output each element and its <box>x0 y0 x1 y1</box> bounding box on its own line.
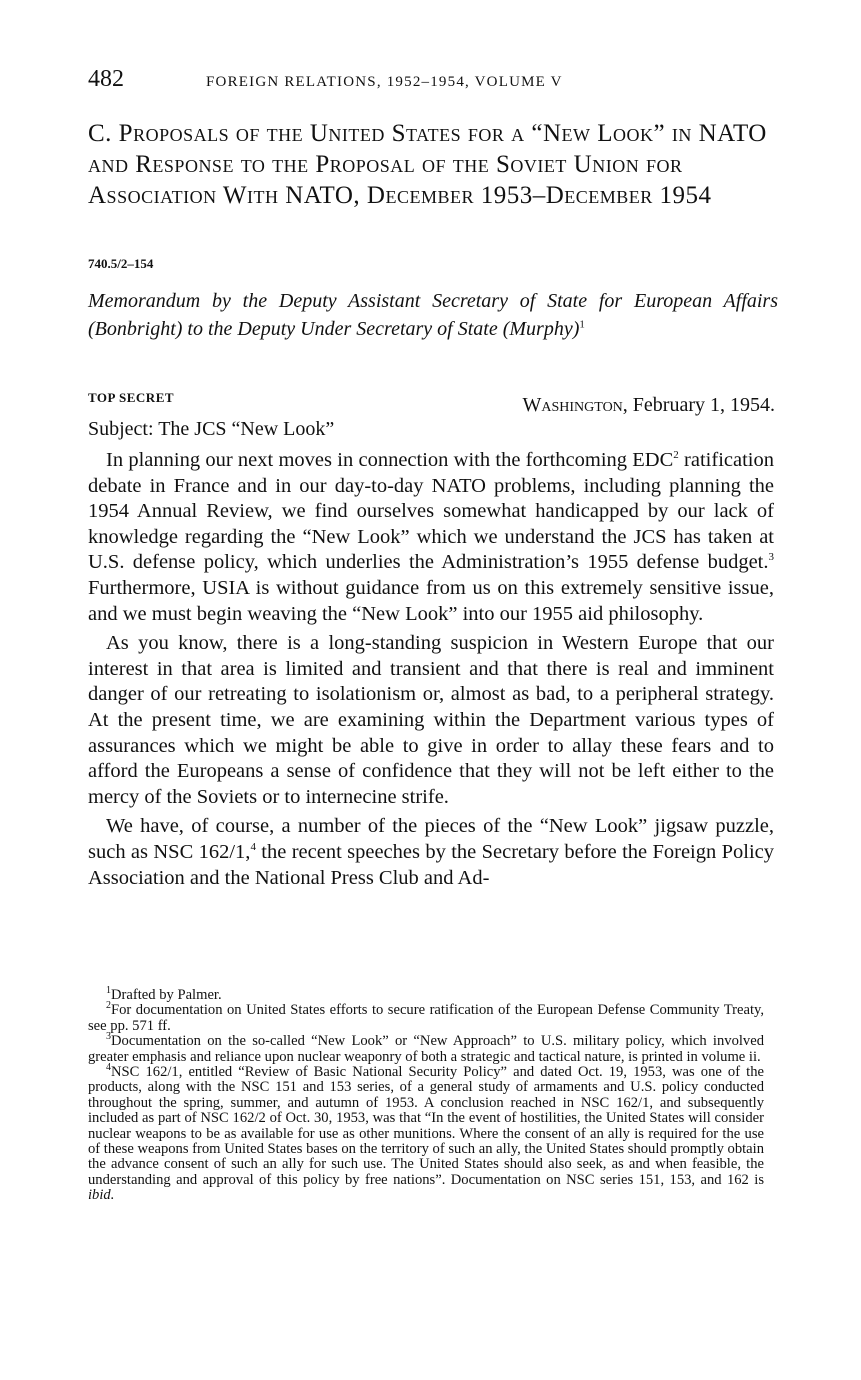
body-paragraph: As you know, there is a long-standing suspicion in Western Europe that our interest in that area is limited and transient and that there is real and imminent danger of our retreating to isolationism or, almost as bad, to a peripheral strategy. At the present time, we are examining within the Department various types of assurances which we might be able to give in order to allay these fears and to afford the Europeans a sense of confidence that they will not be left either to the mercy of the Soviets or to internecine strife. <box>88 632 774 808</box>
heading-footnote-marker: 1 <box>579 318 585 331</box>
body-paragraph <box>88 448 774 627</box>
body-paragraph <box>88 814 774 891</box>
document-heading <box>88 287 778 343</box>
dateline <box>523 394 776 417</box>
footnote-marker: 1 <box>106 985 111 997</box>
footnote <box>88 1000 764 1034</box>
footnotes <box>88 985 764 1204</box>
footnote-marker: 3 <box>106 1031 111 1043</box>
subject-line <box>88 418 334 441</box>
dateline-place: Washington, <box>522 394 628 416</box>
footnote-ref-3: 3 <box>768 551 774 564</box>
file-reference: 740.5/2–154 <box>88 256 154 271</box>
paragraph-text: Furthermore, USIA is without guidance from us on this extremely sensitive issue, and we must begin weaving the “New Look” into our 1955 aid philosophy. <box>88 576 774 625</box>
footnote-text: NSC 162/1, entitled “Review of Basic National Security Policy” and dated Oct. 19, 1953, was one of the products, along with the NSC 151 and 153 series, of a general study of armaments and U.S. policy conducted throughout the spring, summer, and autumn of 1953. A conclusion reached in NSC 162/1, and subsequently included as part of NSC 162/2 of Oct. 30, 1953, was that “In the event of hostilities, the United States will consider nuclear weapons to be as available for use as other munitions. Where the consent of an ally is required for the use of these weapons from United States bases on the territory of such an ally, the United States should promptly obtain the advance consent of such an ally for such use. The United States should also seek, as and when feasible, the understanding and approval of this policy by free nations”. Documentation on NSC series 151, 153, and 162 is <box>88 1064 764 1188</box>
footnote-text: For documentation on United States efforts to secure ratification of the European Defense Community Treaty, see pp. 571 ff. <box>88 1002 764 1034</box>
footnote-ref-2: 2 <box>673 449 679 462</box>
document-heading-text: Memorandum by the Deputy Assistant Secretary of State for European Affairs (Bonbright) to the Deputy Under Secretary of State (Murphy) <box>88 290 778 340</box>
subject-label: Subject: <box>88 418 154 440</box>
paragraph-text: In planning our next moves in connection with the forthcoming EDC <box>106 449 674 471</box>
classification-label: TOP SECRET <box>88 390 175 405</box>
running-head <box>88 66 778 96</box>
paragraph-text: the recent speeches by the Secretary before the Foreign Policy Association and the National Press Club and Ad- <box>88 840 774 889</box>
footnote <box>88 1031 764 1065</box>
paragraph-text: ratification debate in France and in our day-to-day NATO problems, including planning the 1954 Annual Review, we find ourselves somewhat handicapped by our lack of knowledge regarding the “New Look” which we understand the JCS has taken at U.S. defense policy, which underlies the Administration’s 1955 defense budget. <box>88 449 774 574</box>
footnote-marker: 4 <box>106 1062 111 1074</box>
footnote <box>88 1062 764 1204</box>
dateline-date: February 1, 1954. <box>632 394 775 416</box>
footnote-marker: 2 <box>106 1000 111 1012</box>
footnote-text: Documentation on the so-called “New Look” or “New Approach” to U.S. military policy, which involved greater emphasis and reliance upon nuclear weaponry of both a strategic and tactical nature, is printed in volume ii. <box>88 1033 764 1065</box>
page-number: 482 <box>88 66 124 92</box>
section-title: C. Proposals of the United States for a “New Look” in NATO and Response to the Proposal of the Soviet Union for Association With NATO, December 1953–December 1954 <box>88 120 767 209</box>
footnote-ref-4: 4 <box>250 841 256 854</box>
footnote-ibid: ibid. <box>88 1187 115 1204</box>
footnote-text: Drafted by Palmer. <box>111 987 222 1003</box>
running-title: FOREIGN RELATIONS, 1952–1954, VOLUME V <box>206 74 563 90</box>
subject-text: The JCS “New Look” <box>158 418 335 440</box>
paragraph-text: We have, of course, a number of the pieces of the “New Look” jigsaw puzzle, such as NSC 162/1, <box>88 815 774 863</box>
memo-body <box>88 448 774 895</box>
